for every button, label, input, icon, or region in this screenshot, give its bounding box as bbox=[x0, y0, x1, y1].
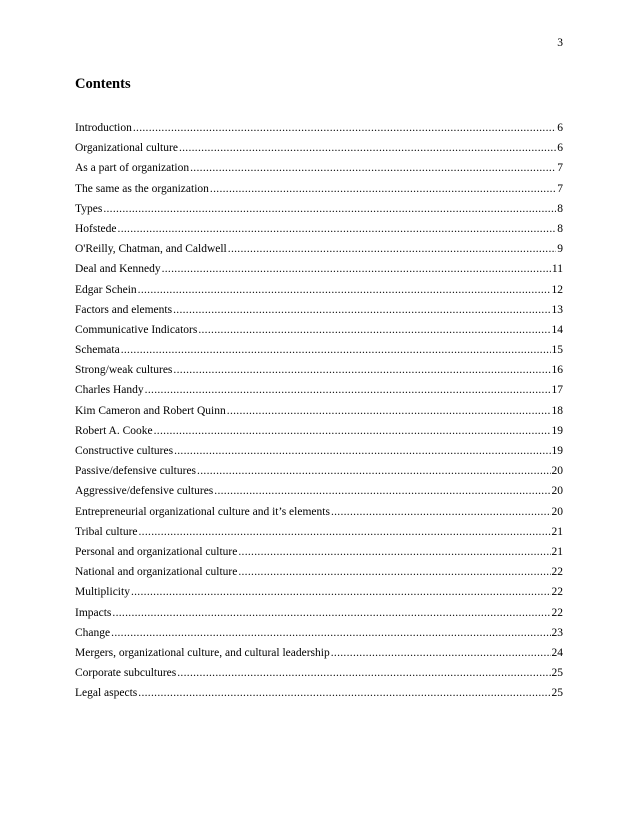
toc-entry[interactable] bbox=[75, 324, 563, 344]
toc-entry[interactable] bbox=[75, 506, 563, 526]
toc-entry[interactable] bbox=[75, 667, 563, 687]
toc-entry[interactable] bbox=[75, 364, 563, 384]
toc-entry-label[interactable]: As a part of organization bbox=[75, 162, 190, 175]
toc-entry-label[interactable]: Entrepreneurial organizational culture and it’s elements bbox=[75, 505, 330, 518]
toc-entry-page-number[interactable]: 8 bbox=[557, 202, 563, 215]
toc-entry[interactable] bbox=[75, 284, 563, 304]
page-title: Contents bbox=[75, 76, 131, 92]
toc-dot-leader bbox=[198, 324, 550, 336]
toc-entry-label[interactable]: Personal and organizational culture bbox=[75, 545, 238, 558]
toc-entry-page-number[interactable]: 22 bbox=[551, 606, 563, 619]
toc-entry-page-number[interactable]: 19 bbox=[551, 445, 563, 457]
toc-entry-label[interactable]: Deal and Kennedy bbox=[75, 263, 161, 276]
toc-dot-leader bbox=[331, 506, 551, 518]
toc-dot-leader bbox=[145, 384, 551, 396]
toc-entry-page-number[interactable]: 20 bbox=[551, 505, 563, 518]
toc-dot-leader bbox=[197, 465, 550, 477]
toc-dot-leader bbox=[103, 203, 556, 215]
toc-entry-page-number[interactable]: 16 bbox=[551, 364, 563, 377]
toc-entry-page-number[interactable]: 17 bbox=[551, 384, 563, 397]
toc-entry-page-number[interactable]: 21 bbox=[551, 545, 563, 558]
toc-dot-leader bbox=[154, 425, 551, 437]
toc-entry-label[interactable]: Impacts bbox=[75, 606, 112, 619]
toc-entry[interactable] bbox=[75, 586, 563, 606]
toc-entry-label[interactable]: Introduction bbox=[75, 122, 132, 134]
toc-dot-leader bbox=[331, 647, 551, 659]
toc-entry-label[interactable]: The same as the organization bbox=[75, 182, 209, 195]
toc-dot-leader bbox=[138, 687, 550, 699]
toc-entry-label[interactable]: Edgar Schein bbox=[75, 283, 137, 296]
toc-dot-leader bbox=[131, 586, 551, 598]
toc-entry[interactable] bbox=[75, 485, 563, 505]
toc-dot-leader bbox=[214, 485, 550, 497]
toc-entry-page-number[interactable]: 23 bbox=[551, 626, 563, 639]
toc-entry-label[interactable]: Constructive cultures bbox=[75, 445, 174, 457]
toc-entry[interactable] bbox=[75, 122, 563, 142]
toc-entry[interactable] bbox=[75, 546, 563, 566]
toc-entry-page-number[interactable]: 7 bbox=[557, 182, 563, 195]
toc-entry-label[interactable]: Communicative Indicators bbox=[75, 323, 198, 336]
toc-entry[interactable] bbox=[75, 203, 563, 223]
toc-entry-page-number[interactable]: 6 bbox=[557, 142, 563, 155]
toc-entry[interactable] bbox=[75, 405, 563, 425]
toc-entry[interactable] bbox=[75, 465, 563, 485]
toc-dot-leader bbox=[112, 607, 550, 619]
toc-entry-label[interactable]: Change bbox=[75, 626, 111, 639]
toc-entry-page-number[interactable]: 22 bbox=[551, 566, 563, 579]
toc-dot-leader bbox=[173, 364, 550, 376]
toc-entry-page-number[interactable]: 11 bbox=[551, 263, 563, 276]
toc-entry-page-number[interactable]: 6 bbox=[557, 122, 563, 134]
toc-dot-leader bbox=[173, 304, 550, 316]
toc-entry-page-number[interactable]: 25 bbox=[551, 667, 563, 680]
toc-entry-label[interactable]: Kim Cameron and Robert Quinn bbox=[75, 404, 226, 417]
toc-entry-page-number[interactable]: 20 bbox=[551, 485, 563, 498]
toc-entry-label[interactable]: Multiplicity bbox=[75, 586, 130, 599]
toc-entry-label[interactable]: Legal aspects bbox=[75, 687, 138, 700]
toc-entry-label[interactable]: Organizational culture bbox=[75, 142, 178, 155]
toc-dot-leader bbox=[138, 284, 551, 296]
toc-dot-leader bbox=[179, 142, 556, 154]
toc-entry-label[interactable]: Mergers, organizational culture, and cultural leadership bbox=[75, 646, 330, 659]
toc-entry-page-number[interactable]: 15 bbox=[551, 344, 563, 357]
toc-entry-page-number[interactable]: 9 bbox=[557, 243, 563, 256]
toc-entry[interactable] bbox=[75, 425, 563, 445]
page-number: 3 bbox=[557, 37, 563, 49]
table-of-contents bbox=[75, 122, 563, 707]
toc-dot-leader bbox=[121, 344, 551, 356]
toc-entry[interactable] bbox=[75, 344, 563, 364]
toc-dot-leader bbox=[111, 627, 550, 639]
toc-entry-page-number[interactable]: 25 bbox=[551, 687, 563, 700]
toc-dot-leader bbox=[162, 263, 551, 275]
toc-entry-page-number[interactable]: 21 bbox=[551, 525, 563, 538]
toc-entry-page-number[interactable]: 24 bbox=[551, 646, 563, 659]
toc-entry-page-number[interactable]: 20 bbox=[551, 465, 563, 478]
toc-entry[interactable] bbox=[75, 526, 563, 546]
toc-dot-leader bbox=[227, 405, 551, 417]
toc-entry-label[interactable]: O'Reilly, Chatman, and Caldwell bbox=[75, 243, 227, 256]
toc-entry[interactable] bbox=[75, 627, 563, 647]
toc-entry-page-number[interactable]: 13 bbox=[551, 303, 563, 316]
toc-entry[interactable] bbox=[75, 647, 563, 667]
toc-entry-label[interactable]: Factors and elements bbox=[75, 303, 173, 316]
toc-dot-leader bbox=[190, 162, 556, 174]
toc-entry[interactable] bbox=[75, 304, 563, 324]
toc-entry-page-number[interactable]: 7 bbox=[557, 162, 563, 175]
toc-entry-label[interactable]: Schemata bbox=[75, 344, 120, 357]
toc-entry[interactable] bbox=[75, 142, 563, 162]
toc-entry-label[interactable]: Types bbox=[75, 202, 103, 215]
toc-entry-page-number[interactable]: 18 bbox=[551, 404, 563, 417]
toc-entry-label[interactable]: Strong/weak cultures bbox=[75, 364, 173, 377]
toc-entry[interactable] bbox=[75, 183, 563, 203]
toc-dot-leader bbox=[210, 183, 556, 195]
toc-entry[interactable] bbox=[75, 263, 563, 283]
toc-entry-label[interactable]: National and organizational culture bbox=[75, 566, 238, 579]
toc-entry-label[interactable]: Hofstede bbox=[75, 222, 117, 235]
toc-entry-label[interactable]: Charles Handy bbox=[75, 384, 144, 397]
toc-entry[interactable] bbox=[75, 687, 563, 707]
toc-entry[interactable] bbox=[75, 445, 563, 465]
toc-entry[interactable] bbox=[75, 223, 563, 243]
toc-dot-leader bbox=[174, 445, 550, 457]
toc-dot-leader bbox=[238, 566, 550, 578]
toc-entry-page-number[interactable]: 22 bbox=[551, 586, 563, 599]
toc-entry-page-number[interactable]: 14 bbox=[551, 323, 563, 336]
toc-entry-label[interactable]: Corporate subcultures bbox=[75, 667, 177, 680]
toc-entry-label[interactable]: Aggressive/defensive cultures bbox=[75, 485, 214, 498]
toc-entry[interactable] bbox=[75, 162, 563, 182]
toc-entry-page-number[interactable]: 12 bbox=[551, 283, 563, 296]
toc-dot-leader bbox=[133, 122, 556, 134]
toc-entry[interactable] bbox=[75, 566, 563, 586]
toc-entry-page-number[interactable]: 19 bbox=[551, 424, 563, 437]
toc-entry-label[interactable]: Tribal culture bbox=[75, 525, 138, 538]
toc-entry[interactable] bbox=[75, 384, 563, 404]
toc-entry[interactable] bbox=[75, 607, 563, 627]
toc-entry-label[interactable]: Passive/defensive cultures bbox=[75, 465, 197, 478]
toc-dot-leader bbox=[118, 223, 557, 235]
toc-dot-leader bbox=[238, 546, 550, 558]
toc-entry-page-number[interactable]: 8 bbox=[557, 222, 563, 235]
toc-entry[interactable] bbox=[75, 243, 563, 263]
toc-dot-leader bbox=[177, 667, 550, 679]
toc-dot-leader bbox=[228, 243, 556, 255]
toc-entry-label[interactable]: Robert A. Cooke bbox=[75, 424, 153, 437]
toc-dot-leader bbox=[139, 526, 551, 538]
